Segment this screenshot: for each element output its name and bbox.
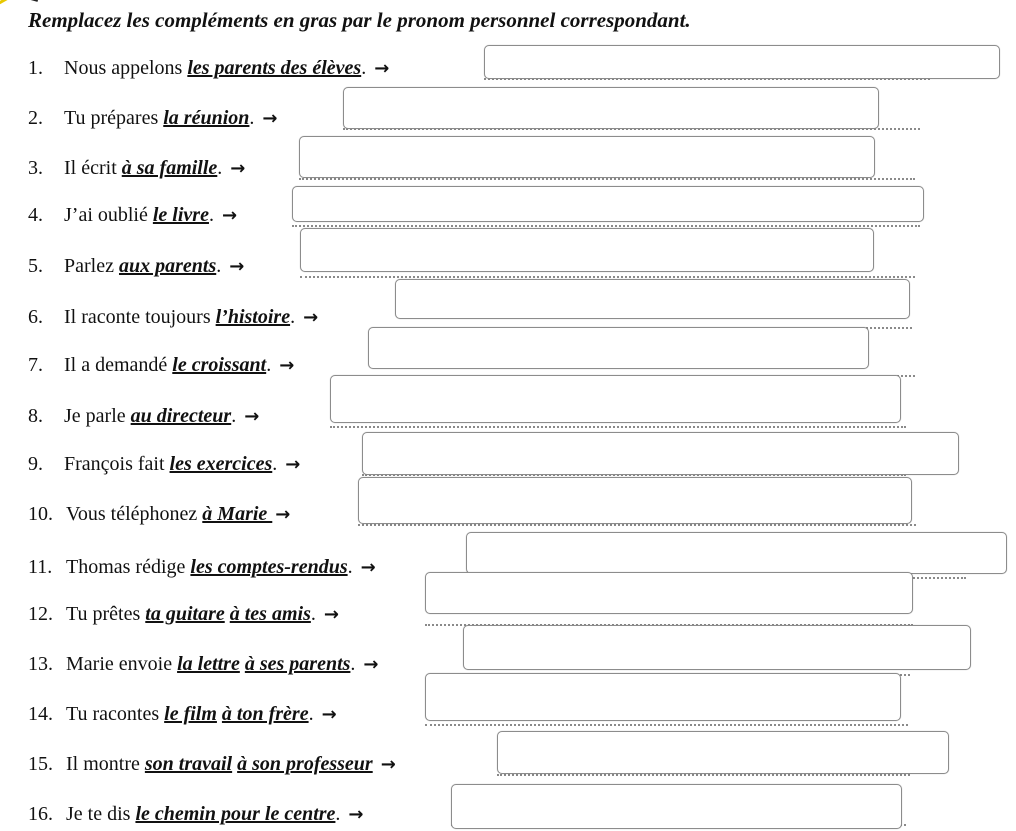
answer-input-box[interactable] <box>451 784 902 829</box>
sentence-text: Je te dis <box>66 803 136 825</box>
sentence-punct: . <box>249 107 260 129</box>
exercise-row <box>28 104 278 132</box>
exercise-number: 5. <box>28 255 43 277</box>
bold-complement: la réunion <box>163 107 250 129</box>
dotted-answer-line <box>300 274 915 278</box>
exercise-row <box>28 252 244 280</box>
instruction-title: Remplacez les compléments en gras par le pronom personnel correspondant. <box>28 8 691 32</box>
exercise-row <box>28 450 300 478</box>
dotted-answer-line <box>330 424 906 428</box>
arrow-icon: → <box>229 256 245 277</box>
bold-complement: son travail <box>144 753 233 775</box>
bold-complement: à sa famille <box>121 157 218 179</box>
arrow-icon: → <box>348 804 364 825</box>
bold-complement: au directeur <box>130 405 232 427</box>
bold-complement: le chemin pour le centre <box>135 803 336 825</box>
sentence-text: Tu prépares <box>64 107 164 129</box>
exercise-number: 16. <box>28 803 53 825</box>
answer-input-box[interactable] <box>292 186 924 222</box>
exercise-row <box>28 750 396 778</box>
sentence-punct: . <box>335 803 346 825</box>
answer-input-box[interactable] <box>362 432 959 475</box>
sentence-punct: . <box>290 306 301 328</box>
answer-input-box[interactable] <box>395 279 910 319</box>
bold-complement: les parents des élèves <box>187 57 362 79</box>
exercise-row <box>28 553 376 581</box>
sentence-punct: . <box>266 354 277 376</box>
answer-input-box[interactable] <box>425 673 901 721</box>
exercise-number: 1. <box>28 57 43 79</box>
exercise-number: 2. <box>28 107 43 129</box>
sentence-text: Il montre <box>66 753 145 775</box>
arrow-icon: → <box>285 454 301 475</box>
arrow-icon: → <box>323 604 339 625</box>
exercise-row <box>28 600 339 628</box>
bold-complement: à ses parents <box>244 653 351 675</box>
sentence-text: Vous téléphonez <box>66 503 203 525</box>
sentence-text: François fait <box>64 453 170 475</box>
arrow-icon: → <box>279 355 295 376</box>
arrow-icon: → <box>360 557 376 578</box>
sentence-text: Marie envoie <box>66 653 178 675</box>
arrow-icon: → <box>275 504 291 525</box>
sentence-punct: . <box>231 405 242 427</box>
sentence-text: J’ai oublié <box>64 204 153 226</box>
exercise-number: 8. <box>28 405 43 427</box>
bold-complement: le livre <box>152 204 209 226</box>
sentence-punct: . <box>361 57 372 79</box>
exercise-row <box>28 154 245 182</box>
exercise-number: 9. <box>28 453 43 475</box>
bold-complement: le film <box>164 703 217 725</box>
arrow-icon: → <box>262 108 278 129</box>
answer-input-box[interactable] <box>330 375 901 423</box>
answer-input-box[interactable] <box>425 572 913 614</box>
sentence-text: Tu racontes <box>66 703 165 725</box>
sentence-punct <box>373 753 378 775</box>
sentence-text: Je parle <box>64 405 131 427</box>
arrow-icon: → <box>374 58 390 79</box>
exercise-number: 15. <box>28 753 53 775</box>
answer-input-box[interactable] <box>466 532 1007 574</box>
exercise-row <box>28 650 379 678</box>
pencil-mark-icon <box>0 0 40 8</box>
arrow-icon: → <box>230 158 246 179</box>
answer-input-box[interactable] <box>300 228 874 272</box>
sentence-text: Il raconte toujours <box>64 306 216 328</box>
exercise-row <box>28 402 259 430</box>
arrow-icon: → <box>244 406 260 427</box>
bold-complement: ta guitare <box>145 603 225 625</box>
bold-complement: le croissant <box>172 354 267 376</box>
dotted-answer-line <box>425 722 908 726</box>
bold-complement: l’histoire <box>215 306 291 328</box>
answer-input-box[interactable] <box>497 731 949 774</box>
sentence-text: Tu prêtes <box>66 603 146 625</box>
exercise-row <box>28 54 389 82</box>
bold-complement: la lettre <box>177 653 240 675</box>
sentence-punct: . <box>272 453 283 475</box>
bold-complement: à Marie <box>202 503 273 525</box>
exercise-number: 12. <box>28 603 53 625</box>
sentence-text: Nous appelons <box>64 57 188 79</box>
dotted-answer-line <box>292 223 920 227</box>
exercise-row <box>28 700 337 728</box>
answer-input-box[interactable] <box>484 45 1000 79</box>
bold-complement: à ton frère <box>221 703 309 725</box>
sentence-punct: . <box>208 204 219 226</box>
sentence-text: Thomas rédige <box>66 556 191 578</box>
bold-complement: les exercices <box>169 453 273 475</box>
arrow-icon: → <box>363 654 379 675</box>
exercise-number: 6. <box>28 306 43 328</box>
exercise-row <box>28 351 294 379</box>
exercise-number: 11. <box>28 556 53 578</box>
sentence-punct: . <box>310 603 321 625</box>
sentence-punct: . <box>217 157 228 179</box>
exercise-number: 10. <box>28 503 53 525</box>
sentence-punct: . <box>350 653 361 675</box>
bold-complement: à son professeur <box>237 753 373 775</box>
bold-complement: aux parents <box>118 255 217 277</box>
sentence-text: Il écrit <box>64 157 122 179</box>
arrow-icon: → <box>303 307 319 328</box>
sentence-text: Parlez <box>64 255 119 277</box>
exercise-number: 7. <box>28 354 43 376</box>
arrow-icon: → <box>380 754 396 775</box>
answer-input-box[interactable] <box>343 87 879 129</box>
exercise-row <box>28 201 237 229</box>
exercise-row <box>28 500 290 528</box>
sentence-text: Il a demandé <box>64 354 173 376</box>
bold-complement: les comptes-rendus <box>190 556 348 578</box>
sentence-punct: . <box>308 703 319 725</box>
arrow-icon: → <box>221 205 238 226</box>
answer-input-box[interactable] <box>463 625 971 670</box>
exercise-row <box>28 800 364 828</box>
bold-complement: à tes amis <box>229 603 311 625</box>
arrow-icon: → <box>321 704 337 725</box>
sentence-punct: . <box>347 556 358 578</box>
answer-input-box[interactable] <box>368 327 869 369</box>
exercise-row <box>28 303 318 331</box>
exercise-number: 3. <box>28 157 43 179</box>
exercise-number: 14. <box>28 703 53 725</box>
sentence-punct: . <box>216 255 227 277</box>
exercise-number: 4. <box>28 204 43 226</box>
exercise-number: 13. <box>28 653 53 675</box>
answer-input-box[interactable] <box>299 136 875 178</box>
answer-input-box[interactable] <box>358 477 912 524</box>
